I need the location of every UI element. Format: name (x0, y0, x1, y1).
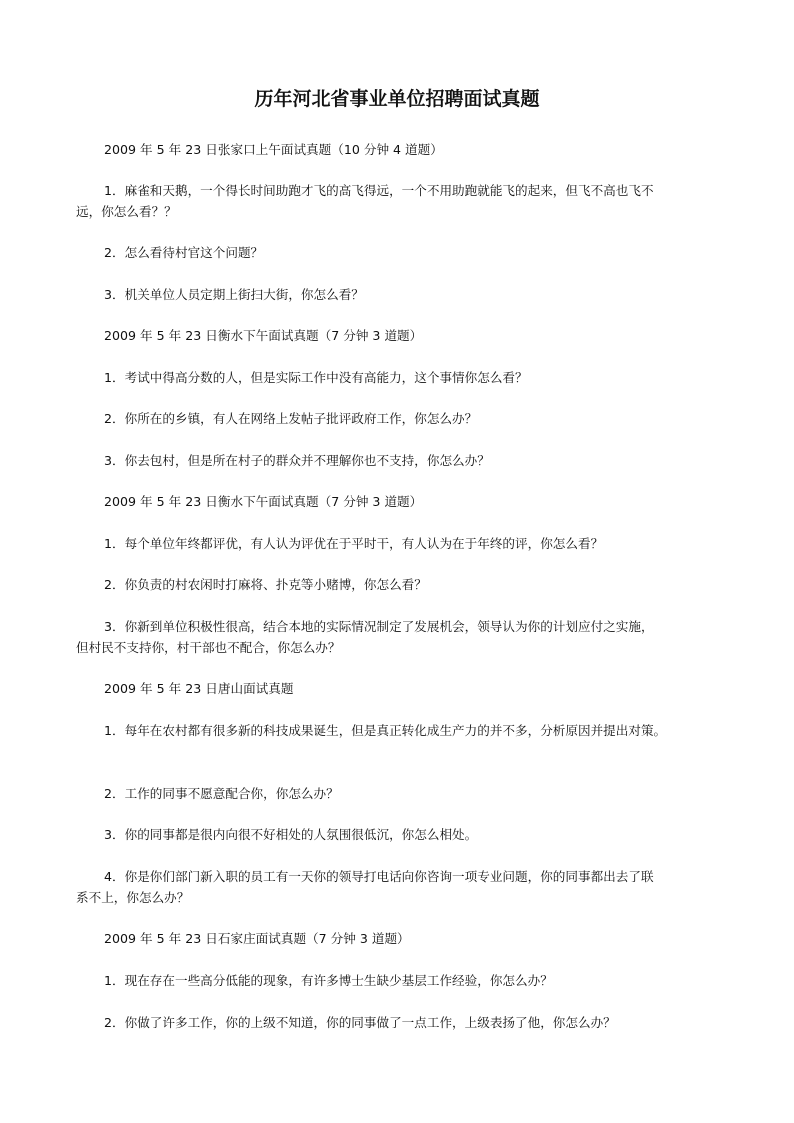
question-text: 2．你做了许多工作，你的上级不知道，你的同事做了一点工作，上级表扬了他，你怎么办？ (104, 1015, 616, 1030)
question-text: 3．你新到单位积极性很高，结合本地的实际情况制定了发展机会，领导认为你的计划应付之实施， (104, 619, 654, 634)
section-heading: 2009 年 5 年 23 日张家口上午面试真题（10 分钟 4 道题） (104, 142, 443, 157)
question-text: 1．每年在农村都有很多新的科技成果诞生，但是真正转化成生产力的并不多，分析原因并提出对策。 (104, 723, 667, 738)
question-text: 1．现在存在一些高分低能的现象，有许多博士生缺少基层工作经验，你怎么办？ (104, 973, 553, 988)
section-heading: 2009 年 5 年 23 日唐山面试真题 (104, 681, 294, 696)
question-text-continued: 但村民不支持你，村干部也不配合，你怎么办？ (76, 640, 341, 655)
question-text: 2．怎么看待村官这个问题？ (104, 245, 264, 260)
question-text: 3．你的同事都是很内向很不好相处的人氛围很低沉，你怎么相处。 (104, 827, 478, 842)
question-text: 2．工作的同事不愿意配合你，你怎么办？ (104, 786, 339, 801)
section-heading: 2009 年 5 年 23 日衡水下午面试真题（7 分钟 3 道题） (104, 494, 423, 509)
question-text: 1．考试中得高分数的人，但是实际工作中没有高能力，这个事情你怎么看？ (104, 370, 528, 385)
document-title: 历年河北省事业单位招聘面试真题 (254, 88, 540, 110)
question-text: 3．机关单位人员定期上街扫大街，你怎么看？ (104, 287, 364, 302)
question-text: 2．你所在的乡镇，有人在网络上发帖子批评政府工作，你怎么办？ (104, 411, 478, 426)
section-heading: 2009 年 5 年 23 日石家庄面试真题（7 分钟 3 道题） (104, 931, 410, 946)
question-text: 4．你是你们部门新入职的员工有一天你的领导打电话向你咨询一项专业问题，你的同事都出去了联 (104, 869, 654, 884)
question-text-continued: 系不上，你怎么办？ (76, 890, 190, 905)
question-text: 2．你负责的村农闲时打麻将、扑克等小赌博，你怎么看？ (104, 577, 427, 592)
question-text: 1．麻雀和天鹅，一个得长时间助跑才飞的高飞得远，一个不用助跑就能飞的起来，但飞不高也飞不 (104, 183, 654, 198)
question-text: 1．每个单位年终都评优，有人认为评优在于平时干，有人认为在于年终的评，你怎么看？ (104, 536, 604, 551)
section-heading: 2009 年 5 年 23 日衡水下午面试真题（7 分钟 3 道题） (104, 328, 423, 343)
question-text: 3．你去包村，但是所在村子的群众并不理解你也不支持，你怎么办？ (104, 453, 490, 468)
question-text-continued: 远，你怎么看？？ (76, 204, 177, 219)
